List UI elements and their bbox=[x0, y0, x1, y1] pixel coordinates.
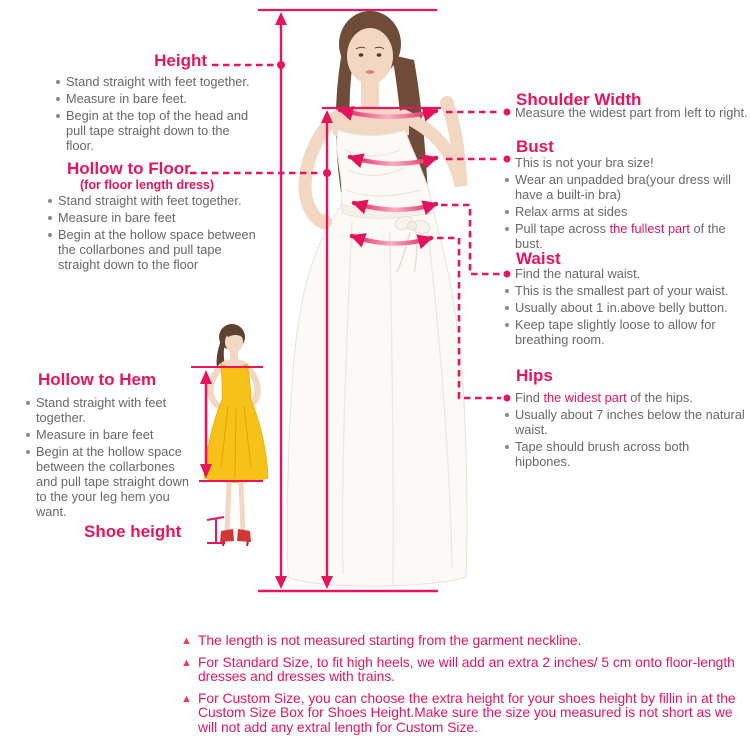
note-text: For Standard Size, to fit high heels, we will add an extra 2 inches/ 5 cm onto floor-length dresses and dresses with trains. bbox=[198, 654, 735, 684]
bullet-item: Measure in bare feet bbox=[46, 210, 258, 225]
hollow-to-floor-bullets bbox=[46, 193, 258, 274]
bullet-item: Stand straight with feet together. bbox=[54, 74, 254, 89]
bullet-item: Begin at the hollow space between the collarbones and pull tape straight down to the your leg hem you want. bbox=[24, 444, 196, 519]
note-text: For Custom Size, you can choose the extra height for your shoes height by fillin in at the Custom Size Box for Shoes Height.Make sure the size you measured is not short as we will not add any extral length for Custom Size. bbox=[198, 690, 736, 735]
waist-connector bbox=[441, 205, 501, 274]
height-bullets bbox=[54, 74, 254, 155]
bust-title: Bust bbox=[516, 137, 554, 156]
bust-bullets bbox=[503, 155, 748, 253]
shoulder-width-title: Shoulder Width bbox=[516, 90, 642, 109]
bullet-item: Measure in bare feet. bbox=[54, 91, 254, 106]
height-title: Height bbox=[154, 51, 207, 70]
hips-bullets bbox=[503, 390, 748, 471]
shoulder-width-bullets bbox=[503, 105, 748, 122]
bullet-item: This is not your bra size! bbox=[515, 155, 654, 170]
bullet-item: Stand straight with feet together. bbox=[46, 193, 258, 208]
waist-title: Waist bbox=[516, 249, 561, 268]
bullet-item: Stand straight with feet together. bbox=[24, 395, 196, 425]
small-model-illustration bbox=[204, 324, 268, 546]
warning-triangle-icon: ▲ bbox=[181, 635, 192, 647]
bullet-item: Begin at the hollow space between the collarbones and pull tape straight down to the floor bbox=[46, 227, 258, 272]
waist-bullets bbox=[503, 266, 748, 349]
notes-section bbox=[181, 634, 741, 742]
hips-title: Hips bbox=[516, 366, 553, 385]
hollow-to-hem-bullets bbox=[24, 395, 196, 521]
bullet-item: Relax arms at sides bbox=[503, 204, 748, 219]
hollow-to-floor-subtitle: (for floor length dress) bbox=[80, 178, 215, 192]
hollow-to-hem-title: Hollow to Hem bbox=[38, 370, 157, 389]
hollow-to-floor-title: Hollow to Floor bbox=[67, 159, 191, 178]
note-item bbox=[181, 656, 741, 685]
note-item bbox=[181, 692, 741, 736]
bullet-item: This is the smallest part of your waist. bbox=[503, 283, 748, 298]
bullet-item: Measure the widest part from left to right. bbox=[515, 105, 748, 120]
bullet-item: Find the widest part of the hips. bbox=[515, 390, 693, 405]
warning-triangle-icon: ▲ bbox=[181, 656, 192, 669]
warning-triangle-icon: ▲ bbox=[181, 692, 192, 705]
bullet-item: Tape should brush across both hipbones. bbox=[503, 439, 748, 469]
bullet-item: Usually about 7 inches below the natural waist. bbox=[503, 407, 750, 437]
bullet-item: Wear an unpadded bra(your dress will have a built-in bra) bbox=[503, 172, 743, 202]
note-item bbox=[181, 634, 741, 649]
bullet-item: Begin at the top of the head and pull tape straight down to the floor. bbox=[54, 108, 254, 153]
bullet-item: Measure in bare feet bbox=[24, 427, 196, 442]
main-model-illustration bbox=[287, 11, 467, 586]
bullet-item: Usually about 1 in.above belly button. bbox=[503, 300, 748, 315]
bullet-item: Pull tape across the fullest part of the bust. bbox=[503, 221, 748, 251]
note-text: The length is not measured starting from the garment neckline. bbox=[198, 633, 582, 648]
bullet-item: Find the natural waist. bbox=[515, 266, 641, 281]
shoe-height-title: Shoe height bbox=[84, 522, 182, 541]
bullet-item: Keep tape slightly loose to allow for breathing room. bbox=[503, 317, 740, 347]
